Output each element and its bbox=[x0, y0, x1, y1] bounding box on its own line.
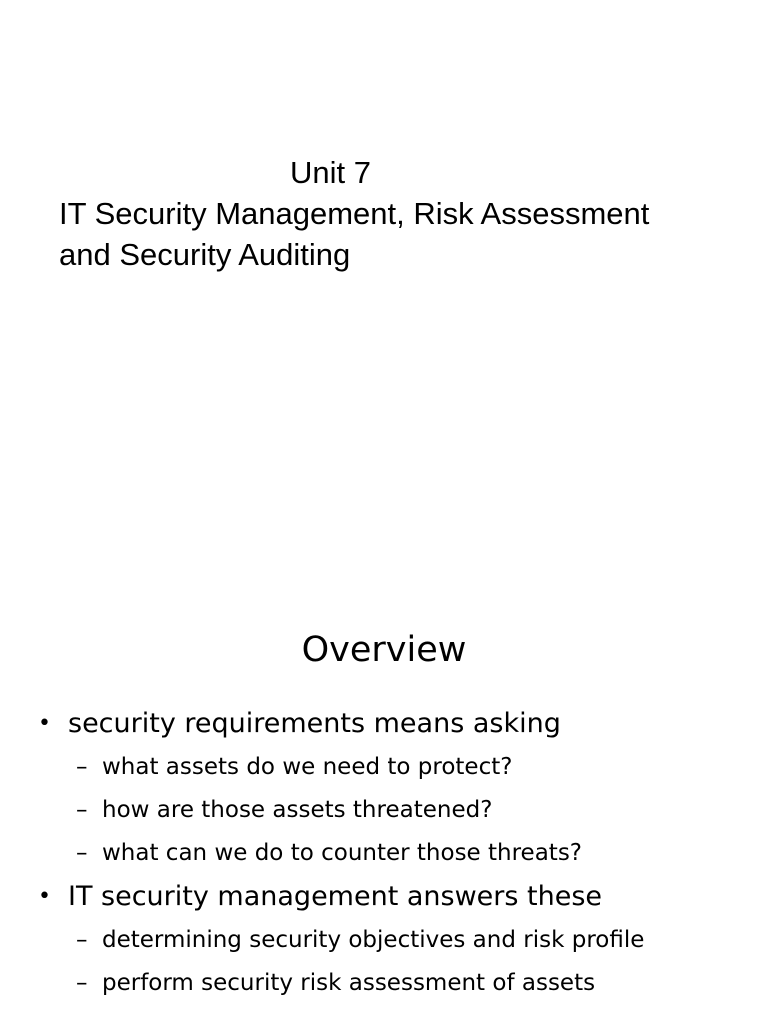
sub-item-text: perform security risk assessment of assets bbox=[102, 970, 596, 996]
bullet-marker: • bbox=[38, 884, 51, 909]
dash-marker: – bbox=[76, 797, 88, 823]
sub-item bbox=[76, 919, 758, 962]
sub-item bbox=[76, 746, 758, 789]
dash-marker: – bbox=[76, 970, 88, 996]
bullet-item bbox=[38, 875, 758, 919]
sub-item bbox=[76, 789, 758, 832]
dash-marker: – bbox=[76, 754, 88, 780]
title-slide bbox=[59, 152, 739, 275]
sub-item-text: how are those assets threatened? bbox=[102, 797, 493, 823]
title-line-1: IT Security Management, Risk Assessment bbox=[59, 196, 650, 231]
unit-label: Unit 7 bbox=[290, 155, 371, 190]
bullet-marker: • bbox=[38, 711, 51, 736]
title-line-2: and Security Auditing bbox=[59, 237, 351, 272]
overview-bullet-list bbox=[38, 702, 758, 1005]
sub-item-text: what assets do we need to protect? bbox=[102, 754, 513, 780]
dash-marker: – bbox=[76, 840, 88, 866]
sub-item bbox=[76, 962, 758, 1005]
bullet-item bbox=[38, 702, 758, 746]
dash-marker: – bbox=[76, 927, 88, 953]
overview-heading: Overview bbox=[301, 630, 467, 670]
sub-item-text: determining security objectives and risk profile bbox=[102, 927, 645, 953]
bullet-text: security requirements means asking bbox=[68, 708, 561, 739]
sub-item-text: what can we do to counter those threats? bbox=[102, 840, 583, 866]
bullet-text: IT security management answers these bbox=[68, 881, 603, 912]
sub-item bbox=[76, 832, 758, 875]
